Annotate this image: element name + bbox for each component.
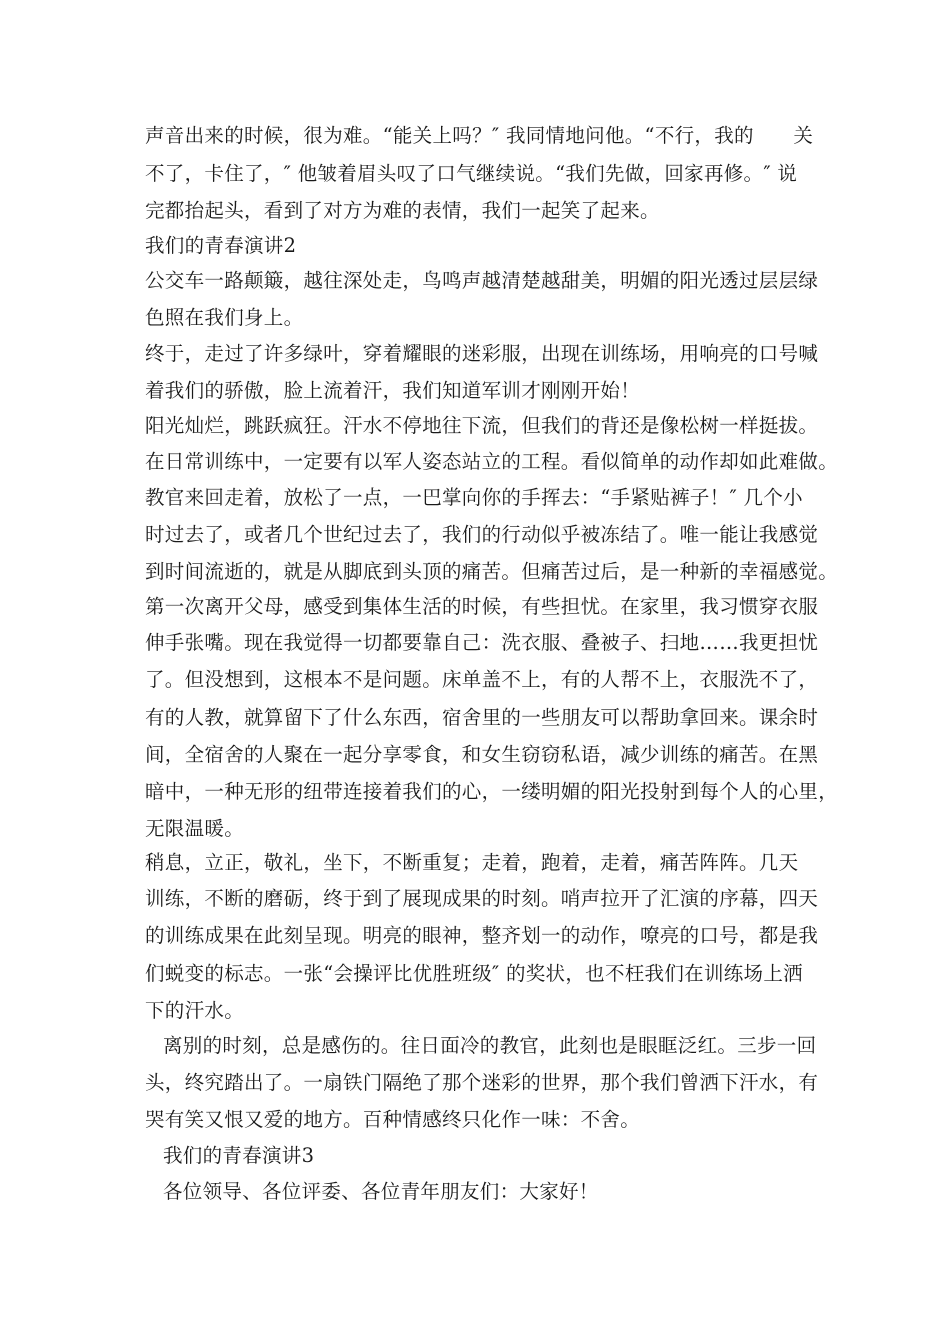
text-line: 声音出来的时候，很为难。“能关上吗？″ 我同情地问他。“不行，我的 关	[145, 124, 814, 147]
text-line: 暗中，一种无形的纽带连接着我们的心，一缕明媚的阳光投射到每个人的心里，	[145, 780, 839, 803]
text-line: 不了，卡住了，″ 他皱着眉头叹了口气继续说。“我们先做，回家再修。″ 说	[145, 162, 798, 185]
text-line: 公交车一路颠簸，越往深处走，鸟鸣声越清楚越甜美，明媚的阳光透过层层绿	[145, 269, 819, 292]
text-line: 阳光灿烂，跳跃疯狂。汗水不停地往下流，但我们的背还是像松树一样挺拔。	[145, 414, 819, 437]
text-line: 第一次离开父母，感受到集体生活的时候，有些担忧。在家里，我习惯穿衣服	[145, 595, 819, 618]
text-line: 头，终究踏出了。一扇铁门隔绝了那个迷彩的世界，那个我们曾洒下汗水，有	[145, 1071, 819, 1094]
text-line: 到时间流逝的，就是从脚底到头顶的痛苦。但痛苦过后，是一种新的幸福感觉。	[145, 560, 839, 583]
text-line: 终于，走过了许多绿叶，穿着耀眼的迷彩服，出现在训练场，用响亮的口号喊	[145, 342, 819, 365]
section-heading: 我们的青春演讲3	[163, 1144, 315, 1167]
text-line: 们蜕变的标志。一张“会操评比优胜班级″ 的奖状，也不枉我们在训练场上洒	[145, 962, 803, 985]
text-line: 无限温暖。	[145, 817, 245, 840]
text-line: 伸手张嘴。现在我觉得一切都要靠自己：洗衣服、叠被子、扫地……我更担忧	[145, 631, 819, 654]
text-line: 下的汗水。	[145, 999, 245, 1022]
text-line: 的训练成果在此刻呈现。明亮的眼神，整齐划一的动作，嘹亮的口号，都是我	[145, 924, 819, 947]
text-line: 时过去了，或者几个世纪过去了，我们的行动似乎被冻结了。唯一能让我感觉	[145, 523, 819, 546]
section-heading: 我们的青春演讲2	[145, 234, 297, 257]
text-line: 间，全宿舍的人聚在一起分享零食，和女生窃窃私语，减少训练的痛苦。在黑	[145, 743, 819, 766]
text-line: 有的人教，就算留下了什么东西，宿舍里的一些朋友可以帮助拿回来。课余时	[145, 706, 819, 729]
text-line: 稍息，立正，敬礼，坐下，不断重复；走着，跑着，走着，痛苦阵阵。几天	[145, 851, 799, 874]
text-line: 完都抬起头，看到了对方为难的表情，我们一起笑了起来。	[145, 199, 660, 222]
text-line: 了。但没想到，这根本不是问题。床单盖不上，有的人帮不上，衣服洗不了，	[145, 668, 819, 691]
text-line: 哭有笑又恨又爱的地方。百种情感终只化作一味：不舍。	[145, 1108, 641, 1131]
text-line: 着我们的骄傲，脸上流着汗，我们知道军训才刚刚开始！	[145, 379, 641, 402]
text-line: 训练，不断的磨砺，终于到了展现成果的时刻。哨声拉开了汇演的序幕，四天	[145, 887, 819, 910]
text-line: 离别的时刻，总是感伤的。往日面冷的教官，此刻也是眼眶泛红。三步一回	[163, 1034, 817, 1057]
text-line: 色照在我们身上。	[145, 306, 304, 329]
text-line: 在日常训练中，一定要有以军人姿态站立的工程。看似简单的动作却如此难做。	[145, 450, 839, 473]
text-line: 教官来回走着，放松了一点，一巴掌向你的手挥去：“手紧贴裤子！″ 几个小	[145, 486, 803, 509]
text-line: 各位领导、各位评委、各位青年朋友们：大家好！	[163, 1180, 599, 1203]
